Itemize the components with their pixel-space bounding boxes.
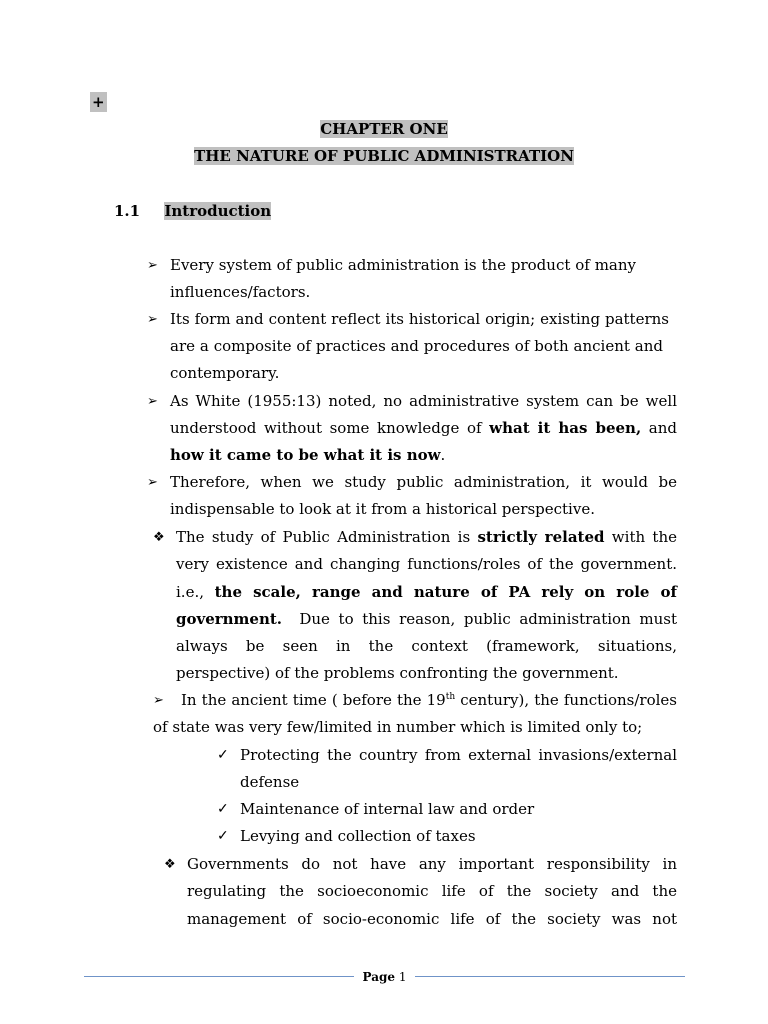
check-bullet-icon: ✓ bbox=[217, 801, 229, 817]
text-run: with the bbox=[604, 528, 677, 546]
bullet-line bbox=[181, 687, 677, 714]
chapter-title: THE NATURE OF PUBLIC ADMINISTRATION bbox=[194, 147, 574, 165]
page-label: Page bbox=[362, 970, 396, 984]
arrow-bullet-icon: ➢ bbox=[147, 394, 158, 409]
bullet-line bbox=[170, 415, 677, 442]
diamond-item bbox=[176, 524, 677, 660]
check-bullet-icon: ✓ bbox=[217, 828, 229, 844]
bullet-line: Governments do not have any important responsibility in bbox=[187, 855, 677, 873]
bullet-line: management of socio-economic life of the society was not bbox=[187, 909, 677, 928]
superscript: th bbox=[445, 692, 456, 702]
arrow-bullet-icon: ➢ bbox=[147, 258, 158, 273]
bullet-item bbox=[170, 306, 669, 361]
section-number: 1.1 bbox=[114, 202, 141, 220]
check-item bbox=[240, 742, 677, 769]
bullet-line: Every system of public administration is the product of many bbox=[170, 256, 636, 274]
text-run: The study of Public Administration is bbox=[176, 528, 478, 546]
bullet-line: very existence and changing functions/roles of the government. bbox=[176, 555, 677, 574]
bullet-line: perspective) of the problems confronting the government. bbox=[176, 664, 619, 682]
text-run: In the ancient time ( before the 19 bbox=[181, 691, 446, 709]
diamond-item bbox=[187, 851, 677, 933]
bullet-line: contemporary. bbox=[170, 364, 280, 382]
check-item: Levying and collection of taxes bbox=[240, 827, 476, 845]
bullet-line bbox=[176, 524, 677, 551]
bullet-line: As White (1955:13) noted, no administrative system can be well bbox=[170, 392, 677, 410]
bullet-line: influences/factors. bbox=[170, 283, 311, 301]
arrow-bullet-icon: ➢ bbox=[147, 312, 158, 327]
bullet-line: indispensable to look at it from a historical perspective. bbox=[170, 500, 595, 518]
diamond-bullet-icon: ❖ bbox=[153, 530, 165, 545]
bold-text: government. bbox=[176, 609, 283, 628]
text-run: . bbox=[440, 446, 446, 464]
bold-text: strictly related bbox=[477, 528, 605, 546]
plus-mark: + bbox=[92, 93, 105, 111]
text-run: understood without some knowledge of bbox=[170, 419, 490, 438]
bullet-item bbox=[170, 469, 677, 496]
footer-rule-left bbox=[84, 976, 354, 977]
footer-rule-right bbox=[415, 976, 685, 977]
bullet-line bbox=[170, 442, 445, 469]
arrow-bullet-icon: ➢ bbox=[153, 693, 164, 708]
bold-text: the scale, range and nature of PA rely on role of bbox=[214, 582, 677, 601]
arrow-bullet-icon: ➢ bbox=[147, 475, 158, 490]
bullet-line: are a composite of practices and procedures of both ancient and bbox=[170, 337, 663, 356]
bold-text: how it came to be what it is now bbox=[170, 446, 441, 464]
bullet-line: Therefore, when we study public administration, it would be bbox=[170, 473, 677, 491]
bullet-line: always be seen in the context (framework, situations, bbox=[176, 637, 677, 656]
section-title: Introduction bbox=[164, 202, 272, 220]
check-item: Maintenance of internal law and order bbox=[240, 800, 535, 818]
bullet-line: regulating the socioeconomic life of the society and the bbox=[187, 882, 677, 901]
text-run: i.e., bbox=[176, 582, 215, 601]
bold-text: what it has been, bbox=[489, 419, 642, 438]
bullet-line: Its form and content reflect its historical origin; existing patterns bbox=[170, 310, 669, 328]
bullet-line: Protecting the country from external invasions/external bbox=[240, 746, 677, 764]
text-run: century), the functions/roles bbox=[455, 691, 677, 709]
text-run: and bbox=[641, 419, 677, 438]
bullet-item bbox=[170, 388, 677, 443]
page-number-value: 1 bbox=[398, 970, 407, 984]
bullet-line bbox=[176, 606, 677, 633]
diamond-bullet-icon: ❖ bbox=[164, 857, 176, 872]
text-run: Due to this reason, public administration must bbox=[282, 609, 677, 628]
bullet-item bbox=[181, 687, 677, 714]
bullet-line: of state was very few/limited in number which is limited only to; bbox=[153, 718, 643, 736]
bullet-line bbox=[176, 579, 677, 606]
bullet-item bbox=[170, 252, 636, 279]
page-number bbox=[354, 968, 415, 986]
chapter-number: CHAPTER ONE bbox=[320, 120, 448, 138]
check-bullet-icon: ✓ bbox=[217, 747, 229, 763]
bullet-line: defense bbox=[240, 773, 300, 791]
